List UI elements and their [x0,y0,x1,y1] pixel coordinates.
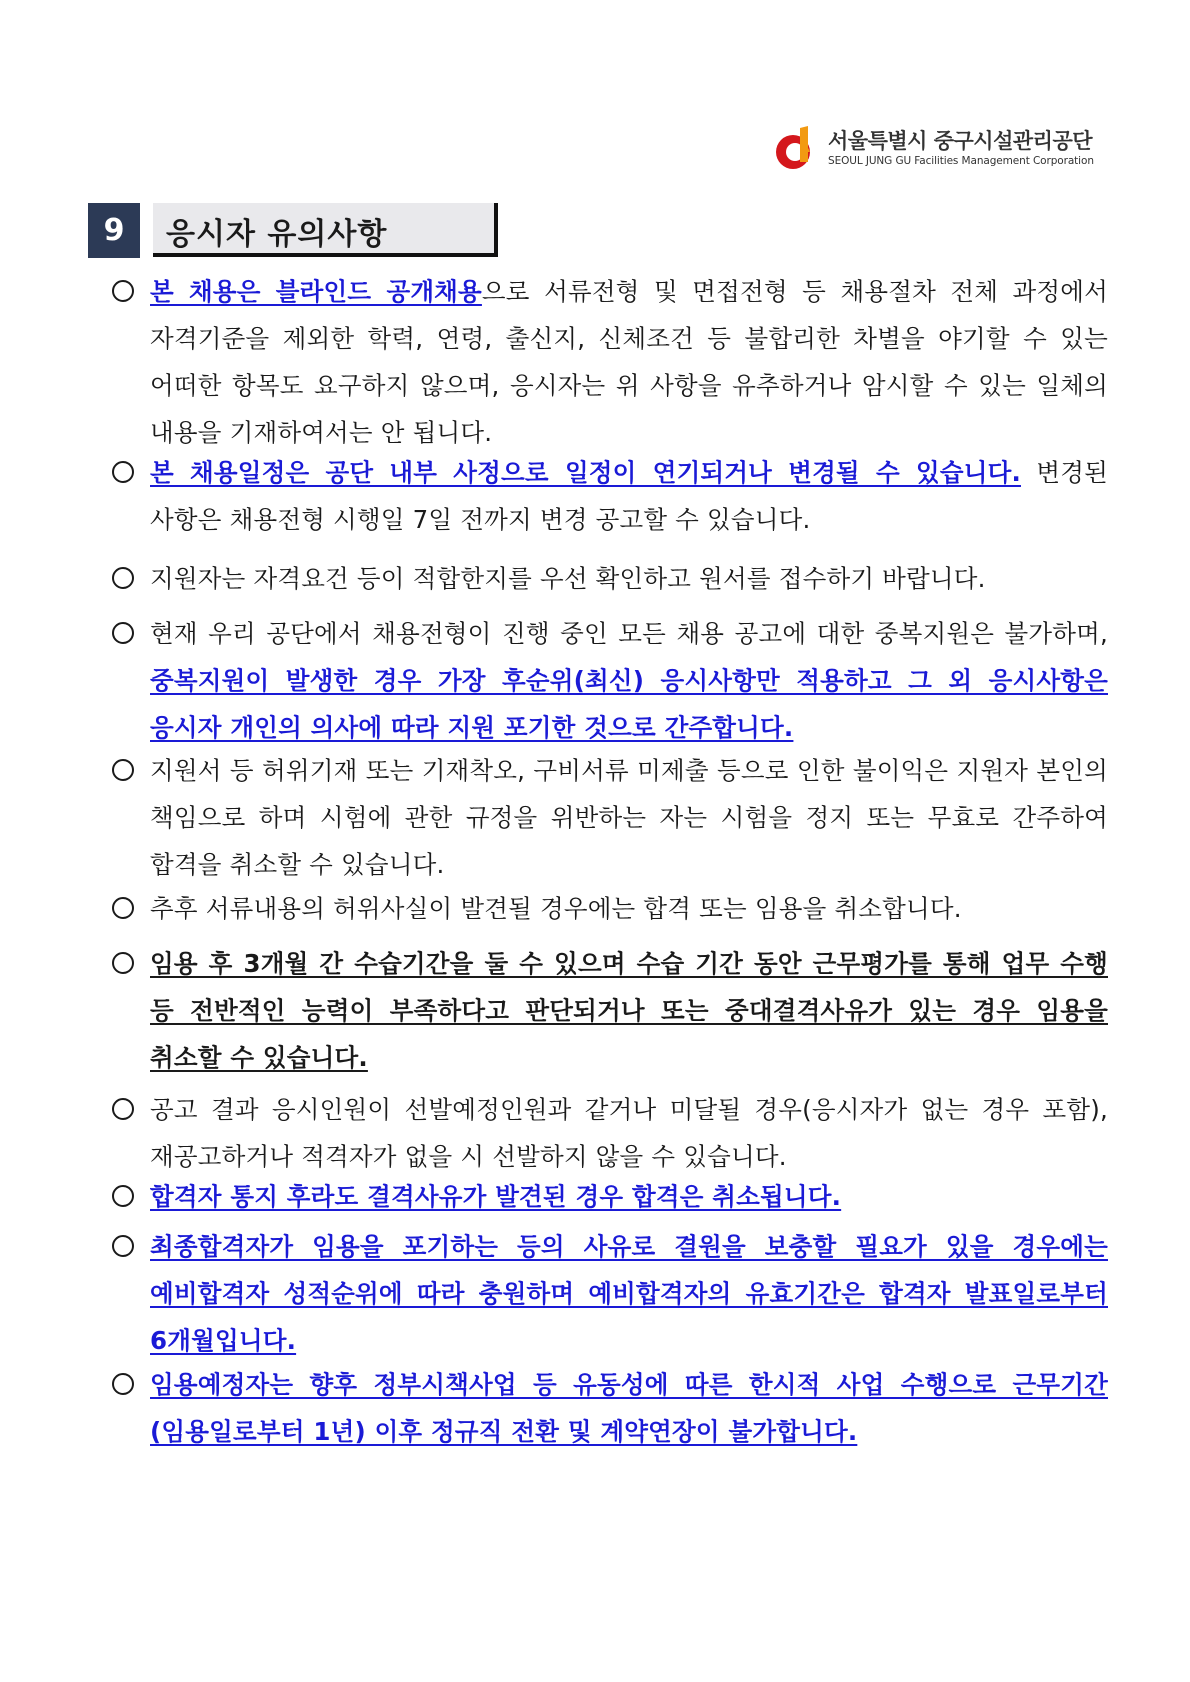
notice-text [150,940,1108,1081]
emphasized-text: 중복지원이 발생한 경우 가장 후순위(최신) 응시사항만 적용하고 그 외 응시사항은 응시자 개인의 의사에 따라 지원 포기한 것으로 간주합니다. [150,666,1108,742]
bullet-circle-icon [112,567,134,589]
bullet-circle-icon [112,280,134,302]
notice-text [150,449,1108,543]
bullet-circle-icon [112,1098,134,1120]
bullet-circle-icon [112,461,134,483]
bullet-circle-icon [112,897,134,919]
notice-text [150,747,1108,888]
org-name-en: SEOUL JUNG GU Facilities Management Corporation [828,155,1094,167]
notice-text [150,268,1108,456]
emphasized-text: 합격자 통지 후라도 결격사유가 발견된 경우 합격은 취소됩니다. [150,1182,842,1211]
bullet-circle-icon [112,1235,134,1257]
bullet-circle-icon [112,952,134,974]
emphasized-text: 임용 후 3개월 간 수습기간을 둘 수 있으며 수습 기간 동안 근무평가를 통해 업무 수행 등 전반적인 능력이 부족하다고 판단되거나 또는 중대결격사유가 있는 경우 임용을 취소할 수 있습니다. [150,949,1108,1072]
notice-text [150,1173,1108,1220]
plain-text: 추후 서류내용의 허위사실이 발견될 경우에는 합격 또는 임용을 취소합니다. [150,894,962,923]
logo-icon [770,122,820,172]
bullet-circle-icon [112,759,134,781]
plain-text: 현재 우리 공단에서 채용전형이 진행 중인 모든 채용 공고에 대한 중복지원은 불가하며, [150,619,1108,648]
section-title: 응시자 유의사항 [166,217,388,252]
notice-text [150,1223,1108,1364]
notice-text [150,885,1108,932]
org-logo [770,122,1110,172]
bullet-circle-icon [112,1185,134,1207]
notice-text [150,1086,1108,1180]
plain-text: 지원서 등 허위기재 또는 기재착오, 구비서류 미제출 등으로 인한 불이익은 지원자 본인의 책임으로 하며 시험에 관한 규정을 위반하는 자는 시험을 정지 또는 무효로 간주하여 합격을 취소할 수 있습니다. [150,756,1108,879]
plain-text: 변경된 사항은 채용전형 시행일 7일 전까지 변경 공고할 수 있습니다. [150,458,1108,534]
notice-text [150,610,1108,751]
bullet-circle-icon [112,622,134,644]
org-name-ko: 서울특별시 중구시설관리공단 [828,129,1093,153]
section-number: 9 [88,203,140,258]
emphasized-text: 본 채용일정은 공단 내부 사정으로 일정이 연기되거나 변경될 수 있습니다. [150,458,1021,487]
bullet-circle-icon [112,1373,134,1395]
emphasized-text: 임용예정자는 향후 정부시책사업 등 유동성에 따른 한시적 사업 수행으로 근무기간(임용일로부터 1년) 이후 정규직 전환 및 계약연장이 불가합니다. [150,1370,1108,1446]
plain-text: 공고 결과 응시인원이 선발예정인원과 같거나 미달될 경우(응시자가 없는 경우 포함), 재공고하거나 적격자가 없을 시 선발하지 않을 수 있습니다. [150,1095,1108,1171]
notice-text [150,1361,1108,1455]
notice-text [150,555,1108,602]
emphasized-text: 최종합격자가 임용을 포기하는 등의 사유로 결원을 보충할 필요가 있을 경우에는 예비합격자 성적순위에 따라 충원하며 예비합격자의 유효기간은 합격자 발표일로부터 6개월입니다. [150,1232,1108,1355]
emphasized-text: 본 채용은 블라인드 공개채용 [150,277,482,306]
plain-text: 으로 서류전형 및 면접전형 등 채용절차 전체 과정에서 자격기준을 제외한 학력, 연령, 출신지, 신체조건 등 불합리한 차별을 야기할 수 있는 어떠한 항목도 요구하지 않으며, 응시자는 위 사항을 유추하거나 암시할 수 있는 일체의 내용을 기재하여서는 안 됩니다. [150,277,1108,447]
plain-text: 지원자는 자격요건 등이 적합한지를 우선 확인하고 원서를 접수하기 바랍니다. [150,564,986,593]
